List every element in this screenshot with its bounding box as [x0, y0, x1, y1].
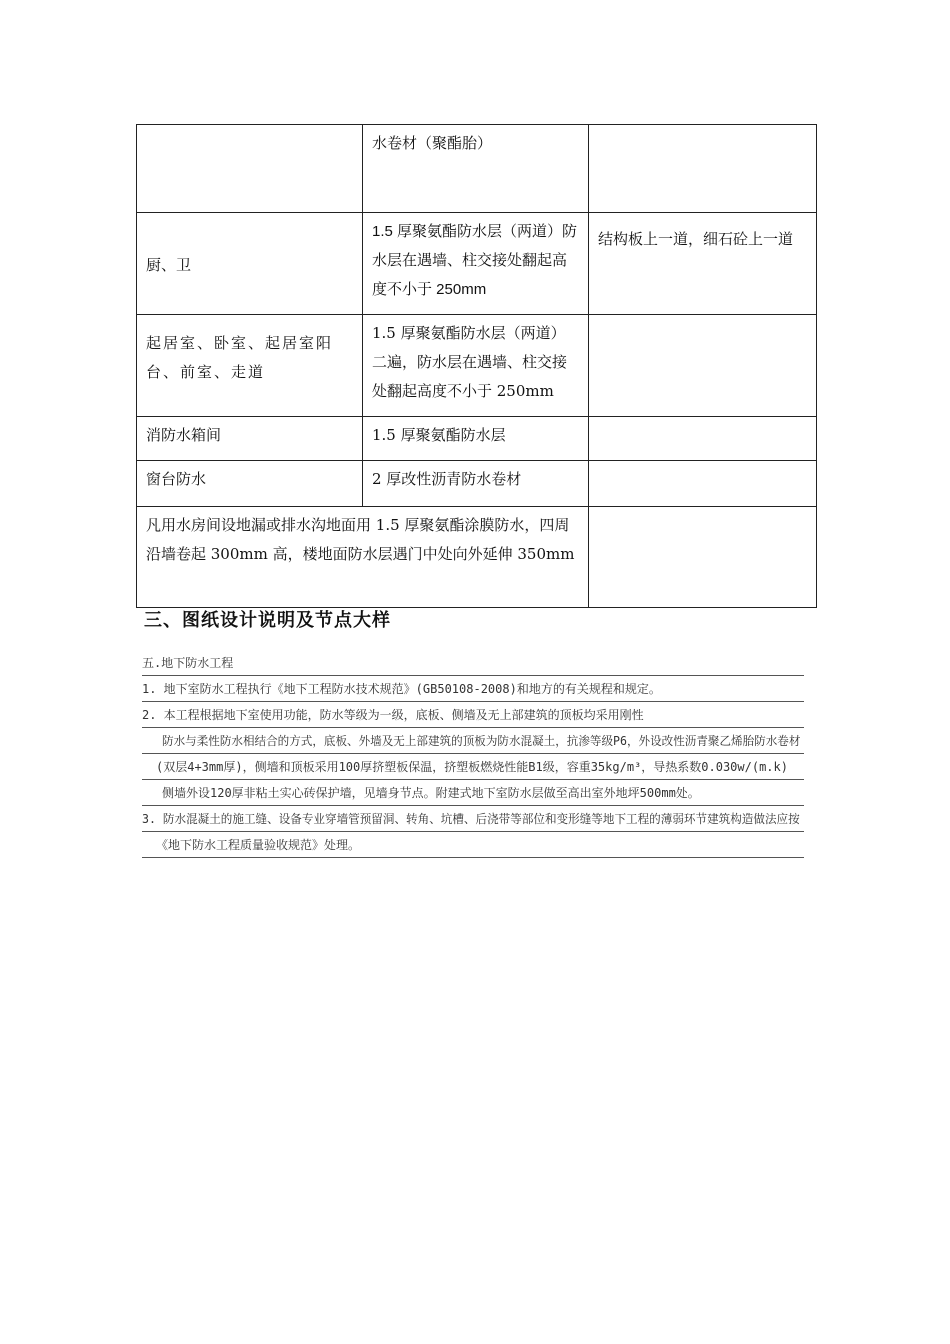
table-cell: 起居室、卧室、起居室阳台、前室、走道 — [137, 315, 363, 417]
table-cell: 结构板上一道，细石砼上一道 — [589, 213, 817, 315]
table-row — [137, 417, 817, 461]
table-cell: 消防水箱间 — [137, 417, 363, 461]
table-row — [137, 125, 817, 213]
table-cell: 窗台防水 — [137, 461, 363, 507]
drawing-line: 侧墙外设120厚非粘土实心砖保护墙，见墙身节点。附建式地下室防水层做至高出室外地坪500mm处。 — [162, 786, 700, 800]
table-cell — [589, 315, 817, 417]
drawing-line-row — [142, 806, 804, 832]
table-cell: 凡用水房间设地漏或排水沟地面用 1.5 厚聚氨酯涂膜防水，四周沿墙卷起 300mm 高，楼地面防水层遇门中处向外延伸 350mm — [137, 507, 589, 608]
drawing-line: 五.地下防水工程 — [142, 656, 234, 670]
table-row — [137, 507, 817, 608]
drawing-line-row — [142, 676, 804, 702]
table-cell: 1.5 厚聚氨酯防水层 — [363, 417, 589, 461]
table-row — [137, 213, 817, 315]
drawing-title — [142, 650, 804, 676]
drawing-line-row — [142, 754, 804, 780]
table-row — [137, 315, 817, 417]
drawing-line: 1. 地下室防水工程执行《地下工程防水技术规范》(GB50108-2008)和地方的有关规程和规定。 — [142, 682, 661, 696]
table-cell — [589, 125, 817, 213]
cell-text: 1.5 厚聚氨酯防水层（两道）防水层在遇墙、柱交接处翻起高度不小于 250mm — [372, 223, 578, 298]
table-cell — [363, 213, 589, 315]
table-cell — [589, 461, 817, 507]
waterproofing-table — [136, 124, 817, 608]
drawing-line-row — [142, 702, 804, 728]
table-cell — [589, 417, 817, 461]
drawing-line: 防水与柔性防水相结合的方式，底板、外墙及无上部建筑的顶板为防水混凝土，抗渗等级P6，外设改性沥青聚乙烯胎防水卷材 — [162, 734, 801, 748]
table-row — [137, 461, 817, 507]
drawing-line-row — [142, 728, 804, 754]
drawing-line: 3. 防水混凝土的施工缝、设备专业穿墙管预留洞、转角、坑槽、后浇带等部位和变形缝等地下工程的薄弱环节建筑构造做法应按 — [142, 812, 800, 826]
drawing-line-row — [142, 780, 804, 806]
drawing-line-row — [142, 832, 804, 858]
table-cell: 厨、卫 — [137, 213, 363, 315]
table-cell — [137, 125, 363, 213]
drawing-notes — [142, 650, 804, 858]
section-heading: 三、图纸设计说明及节点大样 — [144, 610, 391, 631]
drawing-line: 2. 本工程根据地下室使用功能，防水等级为一级，底板、侧墙及无上部建筑的顶板均采用刚性 — [142, 708, 644, 722]
table-cell: 2 厚改性沥青防水卷材 — [363, 461, 589, 507]
drawing-line: 《地下防水工程质量验收规范》处理。 — [156, 838, 361, 852]
table-cell: 水卷材（聚酯胎） — [363, 125, 589, 213]
drawing-line: (双层4+3mm厚)，侧墙和顶板采用100厚挤塑板保温，挤塑板燃烧性能B1级，容重35kg/m³，导热系数0.030w/(m.k) — [156, 760, 788, 774]
table-cell — [589, 507, 817, 608]
table-cell: 1.5 厚聚氨酯防水层（两道）二遍，防水层在遇墙、柱交接处翻起高度不小于 250mm — [363, 315, 589, 417]
